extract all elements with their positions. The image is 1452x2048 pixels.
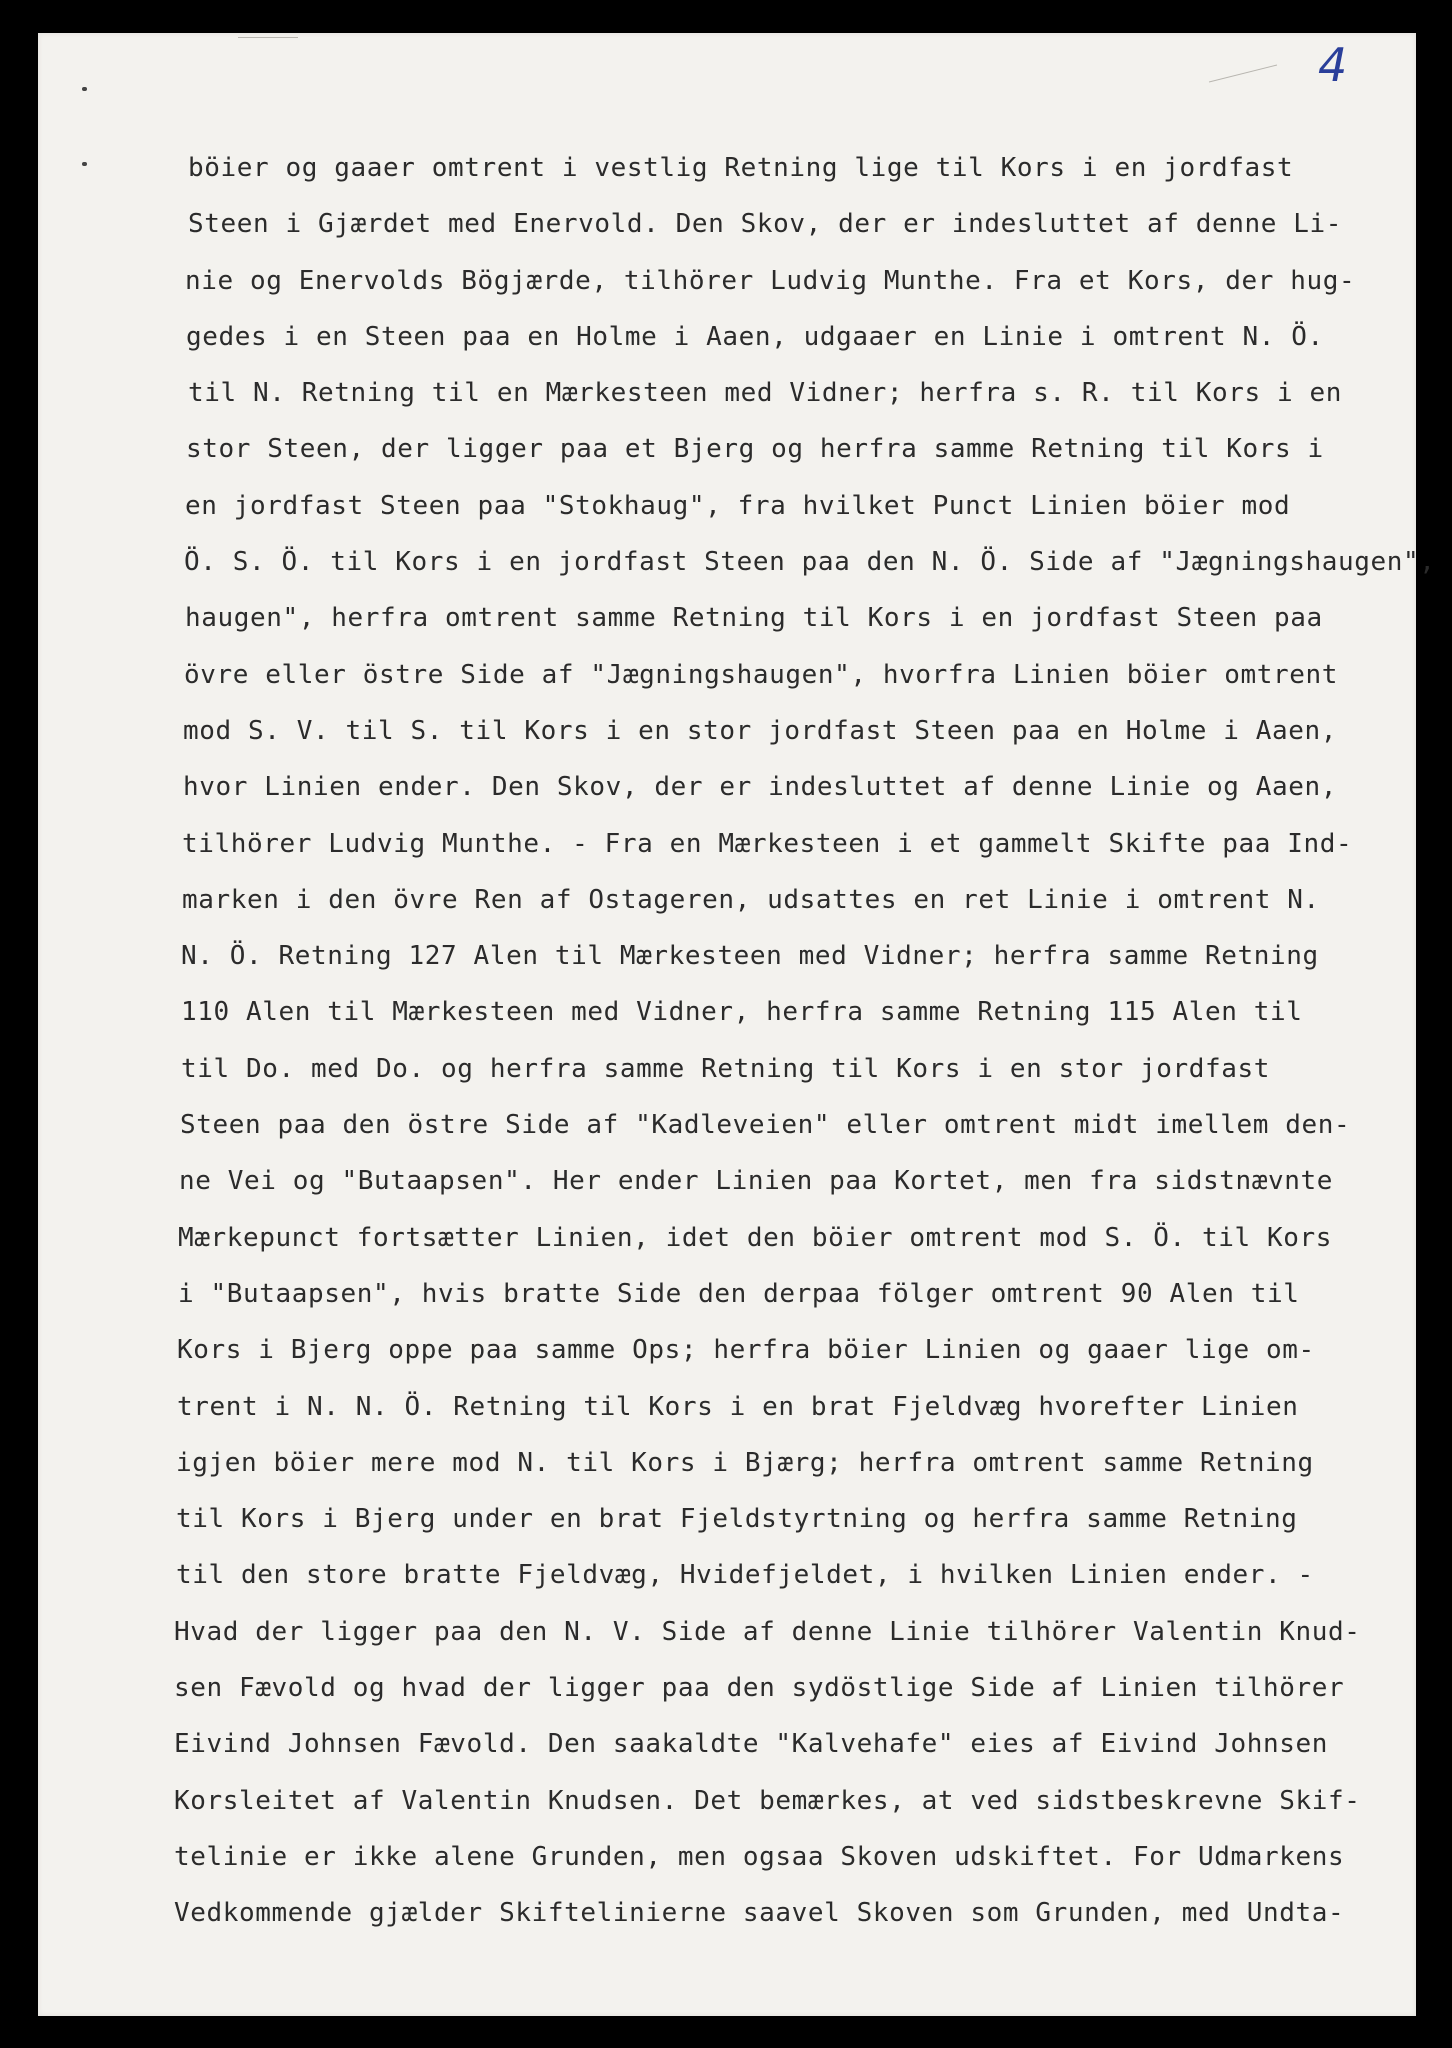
text-line: N. Ö. Retning 127 Alen til Mærkesteen med Vidner; herfra samme Retning [181,941,1319,972]
text-line: 110 Alen til Mærkesteen med Vidner, herfra samme Retning 115 Alen til [181,997,1303,1028]
text-line: böier og gaaer omtrent i vestlig Retning lige til Kors i en jordfast [188,153,1294,183]
text-line: til Do. med Do. og herfra samme Retning til Kors i en stor jordfast [181,1053,1270,1084]
text-line: en jordfast Steen paa "Stokhaug", fra hvilket Punct Linien böier mod [185,490,1291,521]
margin-mark [82,87,87,91]
text-line: hvor Linien ender. Den Skov, der er indesluttet af denne Linie og Aaen, [183,772,1337,803]
text-line: stor Steen, der ligger paa et Bjerg og herfra samme Retning til Kors i [186,434,1324,465]
paper-scratch [1209,65,1277,83]
text-line: Steen paa den östre Side af "Kadleveien" eller omtrent midt imellem den- [180,1110,1351,1141]
text-line: Kors i Bjerg oppe paa samme Ops; herfra böier Linien og gaaer lige om- [177,1335,1315,1366]
text-line: telinie er ikke alene Grunden, men ogsaa Skoven udskiftet. For Udmarkens [174,1841,1345,1872]
text-line: tilhörer Ludvig Munthe. - Fra en Mærkesteen i et gammelt Skifte paa Ind- [182,828,1353,859]
margin-mark [82,162,87,166]
text-line: ne Vei og "Butaapsen". Her ender Linien paa Kortet, men fra sidstnævnte [179,1166,1333,1197]
text-line: Vedkommende gjælder Skiftelinierne saavel Skoven som Grunden, med Undta- [174,1898,1345,1929]
text-line: til den store bratte Fjeldvæg, Hvidefjeldet, i hvilken Linien ender. - [176,1560,1314,1591]
text-line: mod S. V. til S. til Kors i en stor jordfast Steen paa en Holme i Aaen, [183,715,1337,746]
typewritten-text [174,140,1436,1942]
text-line: til N. Retning til en Mærkesteen med Vidner; herfra s. R. til Kors i en [188,378,1342,409]
text-line: trent i N. N. Ö. Retning til Kors i en brat Fjeldvæg hvorefter Linien [177,1391,1299,1422]
text-line: Hvad der ligger paa den N. V. Side af denne Linie tilhörer Valentin Knud- [174,1616,1361,1647]
text-line: gedes i en Steen paa en Holme i Aaen, udgaaer en Linie i omtrent N. Ö. [186,321,1324,352]
text-line: Mærkepunct fortsætter Linien, idet den böier omtrent mod S. Ö. til Kors [178,1222,1332,1253]
text-line: Korsleitet af Valentin Knudsen. Det bemærkes, at ved sidstbeskrevne Skif- [174,1785,1361,1816]
text-line: Eivind Johnsen Fævold. Den saakaldte "Kalvehafe" eies af Eivind Johnsen [174,1729,1328,1760]
text-line: til Kors i Bjerg under en brat Fjeldstyrtning og herfra samme Retning [176,1504,1298,1535]
text-line: övre eller östre Side af "Jægningshaugen", hvorfra Linien böier omtrent [184,659,1338,690]
text-line: Steen i Gjærdet med Enervold. Den Skov, der er indesluttet af denne Li- [188,209,1342,240]
text-line: marken i den övre Ren af Ostageren, udsattes en ret Linie i omtrent N. [182,884,1320,915]
page-number: 4 [1318,38,1348,92]
text-line: nie og Enervolds Bögjærde, tilhörer Ludvig Munthe. Fra et Kors, der hug- [185,265,1356,296]
text-line: haugen", herfra omtrent samme Retning til Kors i en jordfast Steen paa [185,603,1323,634]
text-line: igjen böier mere mod N. til Kors i Bjærg; herfra omtrent samme Retning [176,1447,1314,1478]
text-line: sen Fævold og hvad der ligger paa den sydöstlige Side af Linien tilhörer [174,1673,1345,1704]
text-line: Ö. S. Ö. til Kors i en jordfast Steen paa den N. Ö. Side af "Jægningshaugen", [184,547,1436,578]
text-line: i "Butaapsen", hvis bratte Side den derpaa fölger omtrent 90 Alen til [178,1278,1300,1309]
paper-scratch [238,37,298,38]
